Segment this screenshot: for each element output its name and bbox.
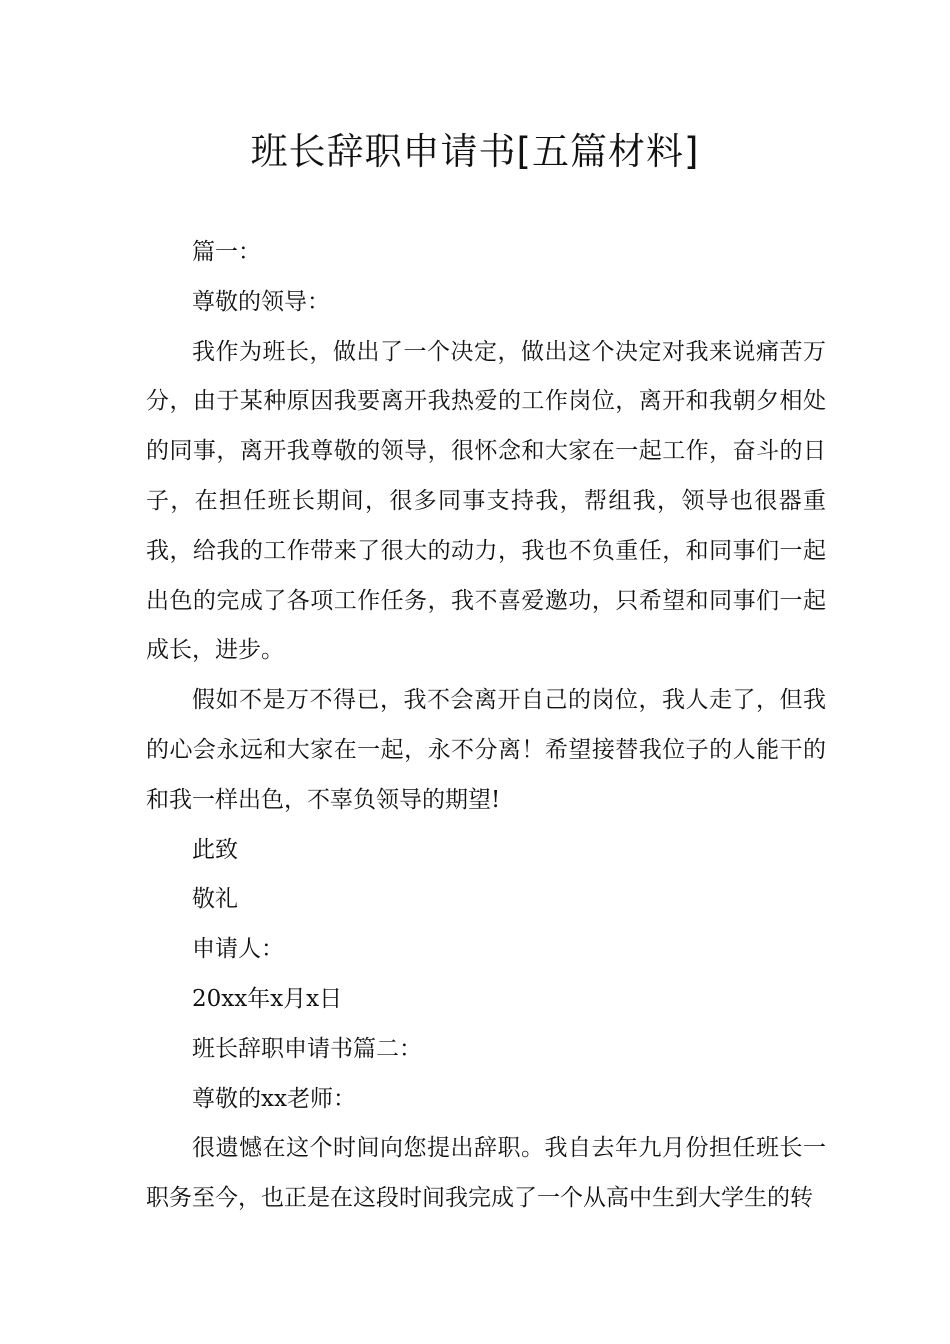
section-heading: 篇一： [192, 239, 261, 265]
body-paragraph: 我作为班长，做出了一个决定，做出这个决定对我来说痛苦万分，由于某种原因我要离开我热爱的工作岗位，离开和我朝夕相处的同事，离开我尊敬的领导，很怀念和大家在一起工作，奋斗的日子，在担任班长期间，很多同事支持我，帮组我，领导也很器重我，给我的工作带来了很大的动力，我也不负重任，和同事们一起出色的完成了各项工作任务，我不喜爱邀功，只希望和同事们一起成长，进步。 [146, 338, 826, 664]
closing-line: 敬礼 [192, 886, 238, 913]
body-paragraph: 很遗憾在这个时间向您提出辞职。我自去年九月份担任班长一职务至今，也正是在这段时间我完成了一个从高中生到大学生的转 [146, 1135, 826, 1212]
body-paragraph: 假如不是万不得已，我不会离开自己的岗位，我人走了，但我的心会永远和大家在一起，永不分离！希望接替我位子的人能干的和我一样出色，不辜负领导的期望! [146, 687, 826, 813]
salutation: 尊敬的xx老师： [192, 1085, 356, 1112]
date-line: 20xx年x月x日 [192, 985, 343, 1012]
section-heading: 班长辞职申请书篇二： [192, 1035, 422, 1062]
closing-line: 此致 [192, 836, 238, 863]
applicant-label: 申请人： [192, 936, 284, 963]
salutation: 尊敬的领导： [192, 288, 330, 315]
document-body [146, 228, 826, 1224]
document-title: 班长辞职申请书[五篇材料] [250, 130, 700, 173]
